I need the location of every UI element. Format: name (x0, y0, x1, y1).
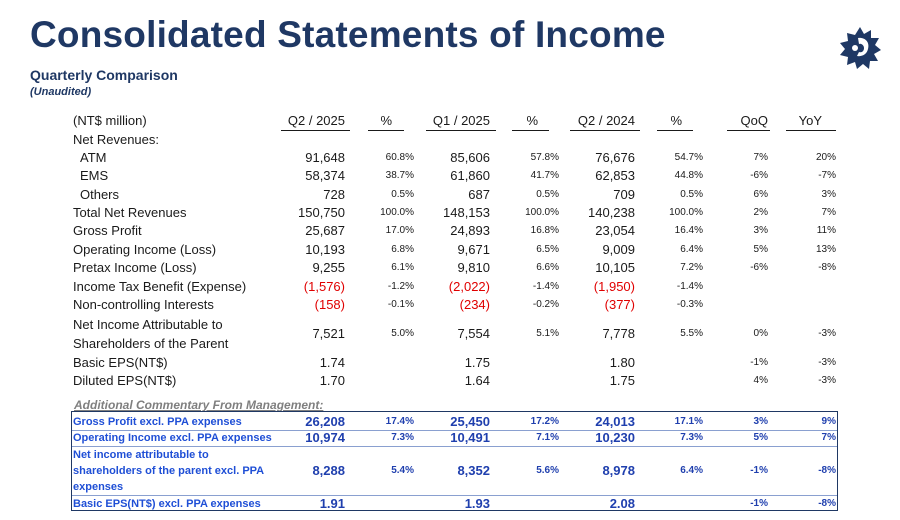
commentary-row (72, 414, 838, 430)
page-title: Consolidated Statements of Income (30, 14, 666, 55)
cell-yoy: 20% (815, 152, 836, 163)
cell-value: 140,238 (588, 205, 635, 220)
cell-qoq: -6% (750, 170, 768, 181)
cell-pct: 5.1% (536, 328, 559, 339)
row-label: Operating Income (Loss) (73, 242, 217, 257)
cell-qoq: -1% (750, 357, 768, 368)
commentary-row (72, 447, 838, 495)
cell-pct: 0.5% (680, 189, 703, 200)
cell-pct: 41.7% (530, 170, 559, 181)
cell-pct: -1.2% (387, 281, 414, 292)
cell-qoq: 7% (753, 152, 768, 163)
cell-pct: 6.6% (536, 262, 559, 273)
cell-value: 1.93 (464, 496, 490, 511)
cell-value: 9,671 (457, 242, 490, 257)
cell-pct: 17.2% (530, 416, 559, 427)
commentary-row (72, 496, 838, 512)
commentary-title: Additional Commentary From Management: (74, 398, 324, 412)
cell-pct: -0.1% (387, 299, 414, 310)
table-row (72, 241, 838, 259)
cell-value: 8,288 (312, 463, 345, 478)
cell-pct: 60.8% (385, 152, 414, 163)
cell-pct: 57.8% (530, 152, 559, 163)
cell-yoy: -8% (818, 465, 836, 476)
row-label: Gross Profit excl. PPA expenses (73, 416, 242, 428)
cell-pct: 17.0% (385, 225, 414, 236)
table-row (72, 315, 838, 353)
cell-value: (234) (459, 297, 490, 312)
cell-yoy: 9% (821, 416, 836, 427)
cell-pct: 6.1% (391, 262, 414, 273)
cell-pct: 0.5% (536, 189, 559, 200)
cell-pct: 6.5% (536, 244, 559, 255)
cell-value: 10,491 (450, 430, 490, 445)
cell-qoq: 3% (753, 225, 768, 236)
cell-value: 7,521 (312, 326, 345, 341)
cell-pct: 7.3% (391, 432, 414, 443)
row-label: Net Revenues: (73, 132, 159, 147)
cell-yoy: -3% (818, 375, 836, 386)
table-row (72, 131, 838, 149)
row-label: Net Income Attributable to Shareholders of the Parent (73, 317, 229, 351)
cell-pct: -1.4% (676, 281, 703, 292)
cell-yoy: -3% (818, 357, 836, 368)
table-row (72, 372, 838, 390)
cell-value: 10,193 (305, 242, 345, 257)
cell-value: 91,648 (305, 150, 345, 165)
unaudited-note: (Unaudited) (30, 86, 92, 98)
cell-pct: 6.8% (391, 244, 414, 255)
cell-value: 24,013 (595, 414, 635, 429)
cell-value: 61,860 (450, 168, 490, 183)
cell-qoq: -1% (750, 498, 768, 509)
row-label: Basic EPS(NT$) excl. PPA expenses (73, 498, 261, 510)
cell-pct: 16.8% (530, 225, 559, 236)
cell-value: 728 (323, 187, 345, 202)
table-row (72, 296, 838, 314)
cell-value: 1.64 (464, 373, 490, 388)
cell-value: 709 (613, 187, 635, 202)
row-label: ATM (80, 150, 107, 165)
cell-value: 10,974 (305, 430, 345, 445)
header-pct-1: % (380, 113, 392, 128)
table-row (72, 278, 838, 296)
cell-pct: -1.4% (532, 281, 559, 292)
cell-pct: -0.3% (676, 299, 703, 310)
cell-value: 23,054 (595, 223, 635, 238)
cell-pct: 44.8% (674, 170, 703, 181)
cell-pct: 17.1% (674, 416, 703, 427)
unit-header: (NT$ million) (73, 113, 147, 128)
cell-value: (158) (314, 297, 345, 312)
cell-pct: 5.0% (391, 328, 414, 339)
cell-value: 9,810 (457, 260, 490, 275)
cell-yoy: -3% (818, 328, 836, 339)
cell-pct: 5.6% (536, 465, 559, 476)
cell-value: 1.75 (609, 373, 635, 388)
cell-yoy: -8% (818, 262, 836, 273)
cell-value: 1.70 (319, 373, 345, 388)
row-label: Total Net Revenues (73, 205, 187, 220)
cell-pct: 7.1% (536, 432, 559, 443)
page-subtitle: Quarterly Comparison (30, 67, 178, 83)
cell-pct: 100.0% (525, 207, 559, 218)
cell-value: 150,750 (298, 205, 345, 220)
cell-pct: 54.7% (674, 152, 703, 163)
table-row (72, 222, 838, 240)
cell-value: 9,255 (312, 260, 345, 275)
cell-pct: 17.4% (385, 416, 414, 427)
cell-value: 58,374 (305, 168, 345, 183)
cell-qoq: 5% (753, 244, 768, 255)
cell-value: 24,893 (450, 223, 490, 238)
cell-value: 7,778 (602, 326, 635, 341)
cell-qoq: 5% (753, 432, 768, 443)
cell-value: 25,450 (450, 414, 490, 429)
cell-value: 85,606 (450, 150, 490, 165)
cell-value: (2,022) (448, 279, 490, 294)
cell-yoy: 3% (821, 189, 836, 200)
header-pct-2: % (526, 113, 538, 128)
cell-qoq: -6% (750, 262, 768, 273)
cell-yoy: 7% (821, 207, 836, 218)
cell-value: 148,153 (443, 205, 490, 220)
cell-value: 26,208 (305, 414, 345, 429)
cell-pct: 7.2% (680, 262, 703, 273)
cell-value: 25,687 (305, 223, 345, 238)
table-row (72, 259, 838, 277)
table-header (72, 112, 838, 130)
cell-value: (1,576) (303, 279, 345, 294)
cell-pct: 6.4% (680, 244, 703, 255)
header-q1-2025: Q1 / 2025 (432, 113, 490, 128)
cell-pct: -0.2% (532, 299, 559, 310)
cell-pct: 100.0% (380, 207, 414, 218)
cell-pct: 16.4% (674, 225, 703, 236)
cell-pct: 100.0% (669, 207, 703, 218)
row-label: Net income attributable to shareholders of the parent excl. PPA expenses (73, 449, 264, 493)
cell-value: 9,009 (602, 242, 635, 257)
cell-qoq: 3% (753, 416, 768, 427)
cell-pct: 38.7% (385, 170, 414, 181)
company-logo-icon (838, 26, 882, 70)
cell-value: 1.91 (319, 496, 345, 511)
cell-yoy: 11% (816, 225, 836, 236)
cell-qoq: -1% (750, 465, 768, 476)
cell-yoy: 7% (821, 432, 836, 443)
cell-pct: 6.4% (680, 465, 703, 476)
cell-value: 10,105 (595, 260, 635, 275)
header-qoq: QoQ (740, 113, 768, 128)
cell-qoq: 6% (753, 189, 768, 200)
cell-value: 1.80 (609, 355, 635, 370)
header-yoy: YoY (798, 113, 822, 128)
cell-qoq: 4% (753, 375, 768, 386)
table-row (72, 186, 838, 204)
table-row (72, 149, 838, 167)
row-label: Diluted EPS(NT$) (73, 373, 177, 388)
row-label: Non-controlling Interests (73, 297, 214, 312)
cell-value: 62,853 (595, 168, 635, 183)
table-row (72, 167, 838, 185)
row-label: Gross Profit (73, 223, 142, 238)
header-q2-2024: Q2 / 2024 (577, 113, 635, 128)
cell-yoy: 13% (815, 244, 836, 255)
header-q2-2025: Q2 / 2025 (287, 113, 345, 128)
cell-value: 1.75 (464, 355, 490, 370)
cell-yoy: -8% (818, 498, 836, 509)
commentary-row (72, 430, 838, 446)
cell-value: 8,978 (602, 463, 635, 478)
cell-qoq: 0% (753, 328, 768, 339)
table-row (72, 204, 838, 222)
cell-pct: 5.5% (680, 328, 703, 339)
cell-value: 687 (468, 187, 490, 202)
row-label: Others (80, 187, 120, 202)
cell-value: 1.74 (319, 355, 345, 370)
cell-value: (377) (604, 297, 635, 312)
cell-pct: 7.3% (680, 432, 703, 443)
cell-value: 2.08 (609, 496, 635, 511)
row-label: Basic EPS(NT$) (73, 355, 168, 370)
table-row (72, 354, 838, 372)
cell-pct: 5.4% (391, 465, 414, 476)
row-label: Income Tax Benefit (Expense) (73, 279, 247, 294)
cell-qoq: 2% (753, 207, 768, 218)
row-label: Pretax Income (Loss) (73, 260, 197, 275)
cell-value: 7,554 (457, 326, 490, 341)
cell-value: 8,352 (457, 463, 490, 478)
cell-pct: 0.5% (391, 189, 414, 200)
cell-value: 10,230 (595, 430, 635, 445)
row-label: EMS (80, 168, 109, 183)
header-pct-3: % (670, 113, 682, 128)
cell-value: 76,676 (595, 150, 635, 165)
cell-value: (1,950) (593, 279, 635, 294)
cell-yoy: -7% (818, 170, 836, 181)
row-label: Operating Income excl. PPA expenses (73, 432, 272, 444)
